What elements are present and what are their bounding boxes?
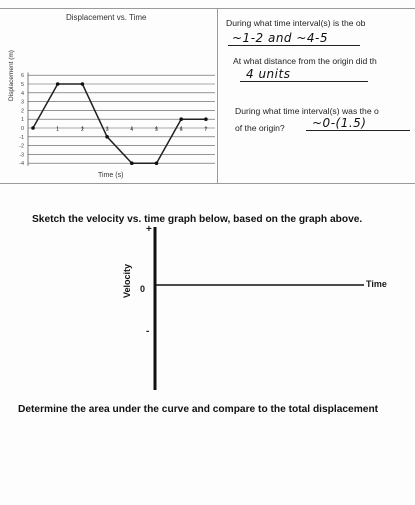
x-tick-label: 2 <box>80 127 84 133</box>
sketch-instruction: Sketch the velocity vs. time graph below, based on the graph above. <box>32 214 363 225</box>
y-tick-label: -4 <box>19 161 24 168</box>
y-tick-label: -2 <box>19 143 24 150</box>
velocity-positive-marker: + <box>146 224 152 235</box>
question-3-text: During what time interval(s) was the o <box>235 106 379 116</box>
question-3-text-cont: of the origin? <box>235 123 285 133</box>
y-tick-label: 5 <box>20 82 24 88</box>
velocity-axis-label: Velocity <box>122 263 133 299</box>
y-tick-label: 0 <box>20 126 24 132</box>
y-tick-label: 6 <box>20 73 24 80</box>
graph-y-axis-label: Displacement (m) <box>7 50 15 101</box>
x-tick-label: 3 <box>105 127 109 133</box>
question-1-answer: ~1-2 and ~4-5 <box>232 31 329 45</box>
graph-x-axis-label: Time (s) <box>98 172 124 179</box>
y-tick-label: 1 <box>20 117 24 124</box>
question-2-answer: 4 units <box>246 67 291 81</box>
x-tick-label: 4 <box>130 127 134 133</box>
question-3-answer: ~0-(1.5) <box>312 116 367 130</box>
velocity-negative-marker: - <box>146 326 150 337</box>
y-tick-label: 4 <box>20 90 24 97</box>
velocity-zero-marker: 0 <box>140 284 146 294</box>
x-tick-label: 6 <box>179 127 183 133</box>
y-tick-label: 3 <box>20 99 24 106</box>
x-tick-label: 7 <box>204 127 208 133</box>
question-1-text: During what time interval(s) is the ob <box>226 18 366 28</box>
x-tick-label: 5 <box>154 127 159 133</box>
y-tick-label: -1 <box>19 134 24 141</box>
question-2-text: At what distance from the origin did th <box>233 56 377 66</box>
time-axis-label: Time <box>366 279 387 289</box>
x-tick-label: 1 <box>56 127 60 133</box>
y-tick-label: 2 <box>20 108 24 115</box>
graph-title: Displacement vs. Time <box>66 13 147 22</box>
y-tick-label: -3 <box>19 152 24 159</box>
area-instruction: Determine the area under the curve and compare to the total displacement <box>18 404 379 415</box>
